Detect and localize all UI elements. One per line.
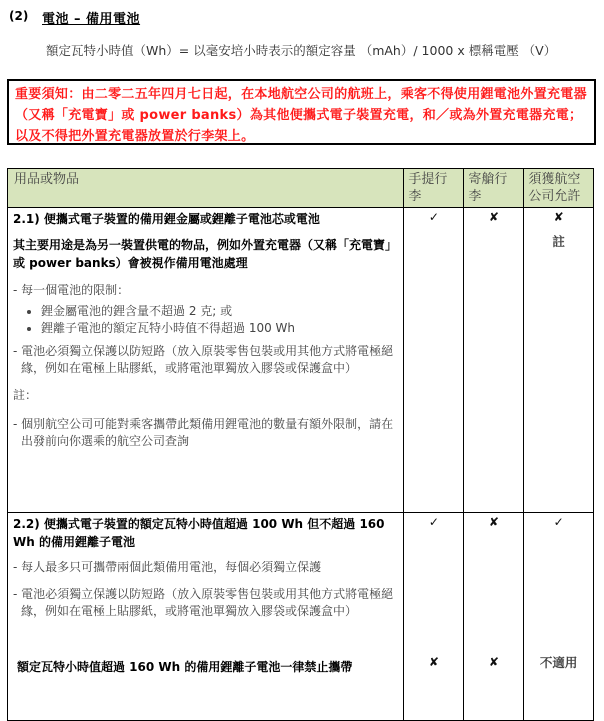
section-title: 電池 – 備用電池 — [42, 12, 141, 27]
cross-icon: ✘ — [428, 655, 439, 669]
banned-text: 額定瓦特小時值超過 160 Wh 的備用鋰離子電池一律禁止攜帶 — [17, 660, 353, 674]
section-number: (2) — [9, 9, 29, 23]
airline-approval-cell — [524, 513, 594, 721]
important-notice-text: 重要須知：由二零二五年四月七日起，在本地航空公司的航班上，乘客不得使用鋰電池外置充電器（又稱「充電寶」或 power banks）為其他便攜式電子裝置充電，和／或為外置充電器充電；以及不得把外置充電器放置於行李架上。 — [15, 87, 587, 144]
protection-text: - 電池必須獨立保護以防短路（放入原裝零售包裝或用其他方式將電極絕緣，例如在電極上貼膠紙，或將電池單獨放入膠袋或保護盒中） — [13, 344, 394, 375]
row-title: 2.1) 便攜式電子裝置的備用鋰金屬或鋰離子電池芯或電池 — [13, 212, 320, 226]
cross-icon: ✘ — [553, 210, 564, 224]
check-icon: ✓ — [428, 210, 439, 224]
table-row — [8, 513, 594, 721]
header-item: 用品或物品 — [8, 169, 404, 208]
header-carry-on: 手提行李 — [404, 169, 464, 208]
checked-cell — [464, 513, 524, 721]
check-icon: ✓ — [428, 515, 439, 529]
cross-icon: ✘ — [488, 655, 499, 669]
carry-on-cell — [404, 513, 464, 721]
cross-icon: ✘ — [488, 210, 499, 224]
table-row — [8, 208, 594, 513]
checked-cell — [464, 208, 524, 513]
airline-note: 註 — [552, 234, 565, 249]
airline-approval-cell — [524, 208, 594, 513]
table-header-row — [8, 169, 594, 208]
note-label: 註： — [13, 388, 38, 402]
cross-icon: ✘ — [488, 515, 499, 529]
row-subtitle: 其主要用途是為另一裝置供電的物品，例如外置充電器（又稱「充電寶」或 power banks）會被視作備用電池處理 — [13, 238, 398, 270]
note-text: - 個別航空公司可能對乘客攜帶此類備用鋰電池的數量有額外限制，請在出發前向你選乘的航空公司查詢 — [13, 417, 394, 448]
row-title: 2.2) 便攜式電子裝置的額定瓦特小時值超過 100 Wh 但不超過 160 Wh 的備用鋰離子電池 — [13, 517, 385, 549]
header-checked: 寄艙行李 — [464, 169, 524, 208]
header-airline-approval: 須獲航空公司允許 — [524, 169, 594, 208]
list-item: • 鋰金屬電池的鋰含量不超過 2 克; 或 — [41, 303, 398, 320]
item-cell — [8, 513, 404, 721]
battery-rules-table — [7, 168, 594, 721]
important-notice-box — [7, 79, 596, 145]
limit-label: - 每一個電池的限制： — [13, 283, 130, 297]
limit-list — [13, 303, 398, 337]
protection-text: - 電池必須獨立保護以防短路（放入原裝零售包裝或用其他方式將電極絕緣，例如在電極上貼膠紙，或將電池單獨放入膠袋或保護盒中） — [13, 587, 394, 618]
carry-on-cell — [404, 208, 464, 513]
not-applicable-text: 不適用 — [539, 655, 578, 670]
check-icon: ✓ — [553, 515, 564, 529]
item-cell — [8, 208, 404, 513]
wh-formula: 額定瓦特小時值（Wh）= 以毫安培小時表示的額定容量 （mAh）/ 1000 x 標稱電壓 （V） — [46, 43, 557, 58]
limit-text: - 每人最多只可攜帶兩個此類備用電池，每個必須獨立保護 — [13, 560, 322, 574]
list-item: • 鋰離子電池的額定瓦特小時值不得超過 100 Wh — [41, 320, 398, 337]
